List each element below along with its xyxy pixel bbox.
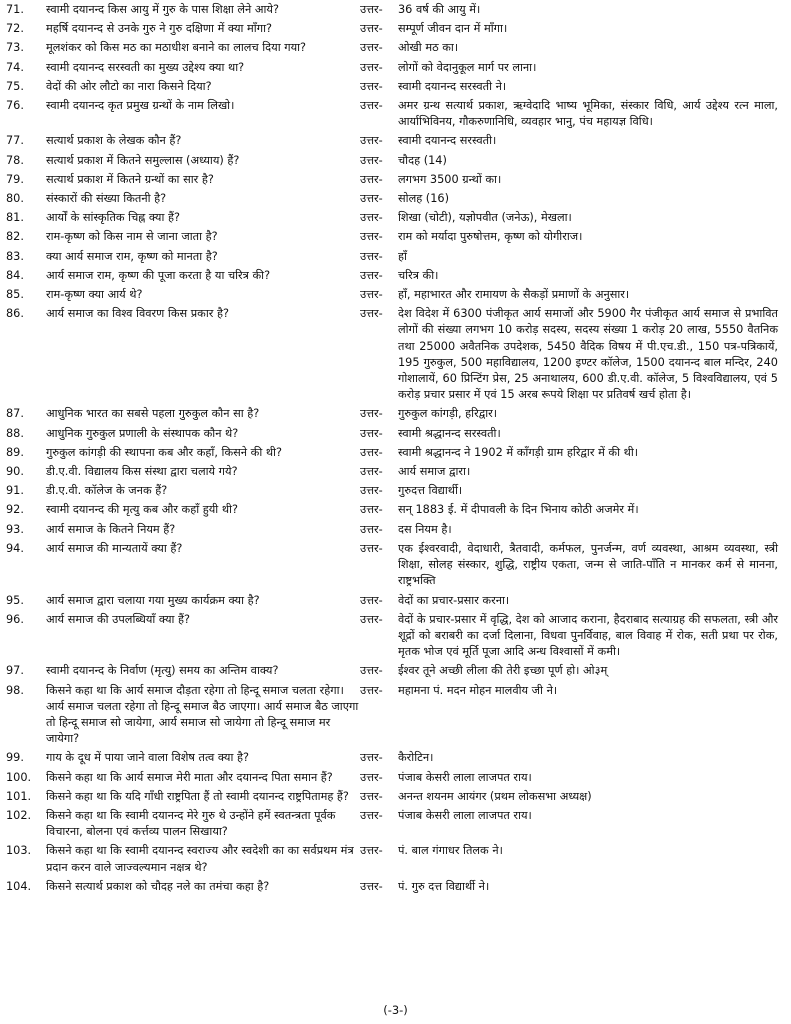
question-text: महर्षि दयानन्द से उनके गुरु ने गुरु दक्षिणा में क्या माँगा? — [46, 22, 272, 36]
question-number: 85. — [6, 288, 24, 302]
qa-item — [0, 306, 791, 403]
qa-item — [0, 426, 791, 442]
qa-item — [0, 2, 791, 18]
answer-label: उत्तर- — [360, 751, 383, 765]
question-number: 81. — [6, 211, 24, 225]
answer-text: एक ईश्वरवादी, वेदाधारी, त्रैतवादी, कर्मफल, पुनर्जन्म, वर्ण व्यवस्था, आश्रम व्यवस्था, स्त्री शिक्षा, सोलह संस्कार, शुद्धि, राष्ट्रीय एकता, जन्म से जाति-पाँति न मानकर कर्म से मानना, राष्ट्रभक्ति — [398, 541, 778, 588]
answer-label: उत्तर- — [360, 503, 383, 517]
qa-item — [0, 445, 791, 461]
answer-text: वेदों का प्रचार-प्रसार करना। — [398, 593, 510, 607]
question-number: 83. — [6, 249, 24, 263]
question-text: किसने कहा था कि स्वामी दयानन्द स्वराज्य और स्वदेशी का का सर्वप्रथम मंत्र प्रदान करन वाले जाज्वल्यमान नक्षत्र थे? — [46, 844, 354, 874]
question-text: आर्यों के सांस्कृतिक चिह्न क्या हैं? — [46, 211, 180, 225]
answer-text: स्वामी श्रद्धानन्द ने 1902 में काँगड़ी ग्राम हरिद्वार में की थी। — [398, 445, 639, 459]
qa-item — [0, 79, 791, 95]
question-number: 74. — [6, 60, 24, 74]
question-text: डी.ए.वी. कॉलेज के जनक हैं? — [46, 484, 168, 498]
question-number: 86. — [6, 307, 24, 321]
question-number: 94. — [6, 541, 24, 555]
qa-item — [0, 229, 791, 245]
question-text: सत्यार्थ प्रकाश में कितने ग्रन्थों का सार है? — [46, 172, 214, 186]
answer-text: पंजाब केसरी लाला लाजपत राय। — [398, 808, 532, 822]
page-number: (-3-) — [383, 1003, 408, 1017]
answer-text: अमर ग्रन्थ सत्यार्थ प्रकाश, ऋग्वेदादि भाष्य भूमिका, संस्कार विधि, आर्य उद्देश्य रत्न माला, आर्याभिविनय, गौकरुणानिधि, व्यवहार भानु, पंच महायज्ञ विधि। — [398, 99, 778, 129]
question-text: स्वामी दयानन्द कृत प्रमुख ग्रन्थों के नाम लिखो। — [46, 99, 235, 113]
qa-item — [0, 153, 791, 169]
answer-label: उत्तर- — [360, 465, 383, 479]
question-number: 73. — [6, 41, 24, 55]
qa-item — [0, 483, 791, 499]
question-number: 82. — [6, 230, 24, 244]
answer-label: उत्तर- — [360, 844, 383, 858]
qa-item — [0, 808, 791, 840]
answer-text: महामना पं. मदन मोहन मालवीय जी ने। — [398, 683, 558, 697]
question-number: 91. — [6, 484, 24, 498]
answer-text: स्वामी दयानन्द सरस्वती ने। — [398, 79, 507, 93]
qa-item — [0, 464, 791, 480]
answer-label: उत्तर- — [360, 79, 383, 93]
question-number: 103. — [6, 844, 32, 858]
question-number: 87. — [6, 407, 24, 421]
answer-label: उत्तर- — [360, 664, 383, 678]
answer-text: हाँ, महाभारत और रामायण के सैकड़ों प्रमाणों के अनुसार। — [398, 288, 630, 302]
question-text: सत्यार्थ प्रकाश में कितने समुल्लास (अध्याय) हैं? — [46, 153, 240, 167]
qa-item — [0, 249, 791, 265]
question-text: स्वामी दयानन्द किस आयु में गुरु के पास शिक्षा लेने आये? — [46, 3, 279, 16]
answer-text: ईश्वर तूने अच्छी लीला की तेरी इच्छा पूर्ण हो। ओ३म् — [398, 664, 608, 678]
qa-item — [0, 770, 791, 786]
question-number: 95. — [6, 593, 24, 607]
question-text: आर्य समाज का विश्व विवरण किस प्रकार है? — [46, 307, 229, 321]
answer-label: उत्तर- — [360, 41, 383, 55]
answer-label: उत्तर- — [360, 3, 383, 16]
qa-item — [0, 98, 791, 130]
qa-item — [0, 843, 791, 875]
answer-label: उत्तर- — [360, 789, 383, 803]
question-number: 75. — [6, 79, 24, 93]
question-number: 98. — [6, 683, 24, 697]
answer-text: आर्य समाज द्वारा। — [398, 465, 471, 479]
qa-item — [0, 522, 791, 538]
qa-list — [0, 2, 791, 895]
answer-text: चौदह (14) — [398, 153, 447, 167]
answer-text: स्वामी श्रद्धानन्द सरस्वती। — [398, 426, 501, 440]
answer-text: वेदों के प्रचार-प्रसार में वृद्धि, देश को आजाद कराना, हैदराबाद सत्याग्रह की सफलता, स्त्री और शूद्रों को बराबरी का दर्जा दिलाना, विधवा पुनर्विवाह, बाल विवाह में रोक, सती प्रथा पर रोक, मृतक भोज एवं मूर्ति पूजा आदि अन्ध विश्वासों में कमी। — [398, 612, 778, 659]
answer-text: सोलह (16) — [398, 192, 450, 206]
question-number: 97. — [6, 664, 24, 678]
qa-item — [0, 191, 791, 207]
answer-label: उत्तर- — [360, 172, 383, 186]
qa-item — [0, 789, 791, 805]
qa-item — [0, 541, 791, 590]
answer-text: हाँ — [398, 249, 407, 263]
question-number: 100. — [6, 770, 32, 784]
question-text: मूलशंकर को किस मठ का मठाधीश बनाने का लालच दिया गया? — [46, 41, 307, 55]
question-text: वेदों की ओर लौटो का नारा किसने दिया? — [46, 79, 212, 93]
question-number: 84. — [6, 268, 24, 282]
answer-text: पंजाब केसरी लाला लाजपत राय। — [398, 770, 532, 784]
question-text: किसने कहा था कि यदि गाँधी राष्ट्रपिता हैं तो स्वामी दयानन्द राष्ट्रपितामह हैं? — [46, 789, 349, 803]
answer-text: चरित्र की। — [398, 268, 439, 282]
answer-text: सन् 1883 ई. में दीपावली के दिन भिनाय कोठी अजमेर में। — [398, 503, 639, 517]
qa-item — [0, 879, 791, 895]
answer-text: गुरुकुल कांगड़ी, हरिद्वार। — [398, 407, 498, 421]
question-number: 76. — [6, 99, 24, 113]
question-text: सत्यार्थ प्रकाश के लेखक कौन हैं? — [46, 134, 182, 148]
answer-label: उत्तर- — [360, 484, 383, 498]
answer-label: उत्तर- — [360, 22, 383, 36]
question-number: 78. — [6, 153, 24, 167]
question-text: आधुनिक भारत का सबसे पहला गुरुकुल कौन सा है? — [46, 407, 260, 421]
answer-text: स्वामी दयानन्द सरस्वती। — [398, 134, 497, 148]
answer-text: 36 वर्ष की आयु में। — [398, 3, 481, 16]
question-number: 80. — [6, 192, 24, 206]
answer-label: उत्तर- — [360, 99, 383, 113]
question-text: डी.ए.वी. विद्यालय किस संस्था द्वारा चलाये गये? — [46, 465, 238, 479]
answer-text: राम को मर्यादा पुरुषोत्तम, कृष्ण को योगीराज। — [398, 230, 583, 244]
answer-label: उत्तर- — [360, 426, 383, 440]
question-number: 101. — [6, 789, 32, 803]
answer-text: देश विदेश में 6300 पंजीकृत आर्य समाजों और 5900 गैर पंजीकृत आर्य समाज से प्रभावित लोगों की संख्या लगभग 10 करोड़ सदस्य, सदस्य संख्या 1 करोड़ 20 लाख, 5550 वैतनिक तथा 25000 अवैतनिक उपदेशक, 5450 वैदिक विषय में पी.एच.डी., 150 पत्र-पत्रिकायें, 195 गुरुकुल, 500 महाविद्यालय, 1200 इण्टर कॉलेज, 1500 दयानन्द बाल मन्दिर, 240 गोशालायें, 60 प्रिन्टिंग प्रेस, 25 अनाथालय, 600 डी.ए.वी. कॉलेज, 5 विश्वविद्यालय, एवं 5 करोड़ प्रचार प्रसार में एवं 15 अरब रूपये शिक्षा पर प्रतिवर्ष खर्च होता है। — [398, 307, 778, 402]
question-number: 71. — [6, 3, 24, 16]
answer-text: दस नियम है। — [398, 522, 452, 536]
answer-label: उत्तर- — [360, 407, 383, 421]
question-number: 92. — [6, 503, 24, 517]
qa-item — [0, 612, 791, 661]
answer-label: उत्तर- — [360, 541, 383, 555]
question-text: आर्य समाज की मान्यतायें क्या हैं? — [46, 541, 183, 555]
qa-item — [0, 406, 791, 422]
question-number: 72. — [6, 22, 24, 36]
question-text: स्वामी दयानन्द सरस्वती का मुख्य उद्देश्य क्या था? — [46, 60, 245, 74]
qa-item — [0, 21, 791, 37]
qa-item — [0, 593, 791, 609]
question-number: 88. — [6, 426, 24, 440]
qa-item — [0, 60, 791, 76]
question-text: स्वामी दयानन्द के निर्वाण (मृत्यु) समय का अन्तिम वाक्य? — [46, 664, 279, 678]
answer-label: उत्तर- — [360, 770, 383, 784]
question-text: गुरुकुल कांगड़ी की स्थापना कब और कहाँ, किसने की थी? — [46, 445, 282, 459]
answer-label: उत्तर- — [360, 192, 383, 206]
answer-text: पं. गुरु दत्त विद्यार्थी ने। — [398, 879, 490, 893]
question-text: आर्य समाज राम, कृष्ण की पूजा करता है या चरित्र की? — [46, 268, 271, 282]
answer-text: लगभग 3500 ग्रन्थों का। — [398, 172, 502, 186]
answer-label: उत्तर- — [360, 683, 383, 697]
question-text: किसने कहा था कि आर्य समाज मेरी माता और दयानन्द पिता समान हैं? — [46, 770, 333, 784]
qa-item — [0, 133, 791, 149]
question-text: आर्य समाज की उपलब्धियाँ क्या हैं? — [46, 612, 191, 626]
answer-text: पं. बाल गंगाधर तिलक ने। — [398, 844, 503, 858]
question-number: 90. — [6, 465, 24, 479]
question-text: आधुनिक गुरुकुल प्रणाली के संस्थापक कौन थे? — [46, 426, 239, 440]
question-text: राम-कृष्ण को किस नाम से जाना जाता है? — [46, 230, 218, 244]
answer-text: अनन्त शयनम आयंगर (प्रथम लोकसभा अध्यक्ष) — [398, 789, 592, 803]
qa-item — [0, 683, 791, 748]
question-text: किसने कहा था कि स्वामी दयानन्द मेरे गुरु थे उन्होंने हमें स्वतन्त्रता पूर्वक विचारना, बोलना एवं कर्त्तव्य पालन सिखाया? — [46, 808, 336, 839]
answer-text: शिखा (चोटी), यज्ञोपवीत (जनेऊ), मेखला। — [398, 211, 572, 225]
qa-item — [0, 502, 791, 518]
answer-text: गुरुदत्त विद्यार्थी। — [398, 484, 463, 498]
question-text: राम-कृष्ण क्या आर्य थे? — [46, 288, 143, 302]
answer-label: उत्तर- — [360, 307, 383, 321]
question-text: स्वामी दयानन्द की मृत्यु कब और कहाँ हुयी थी? — [46, 503, 238, 517]
answer-text: लोगों को वेदानुकूल मार्ग पर लाना। — [398, 60, 537, 74]
question-text: किसने कहा था कि आर्य समाज दौड़ता रहेगा तो हिन्दू समाज चलता रहेगा। आर्य समाज चलता रहेगा तो हिन्दू समाज बैठ जाएगा। आर्य समाज बैठ जाएगा तो हिन्दू समाज सो जायेगा, आर्य समाज सो जायेगा तो हिन्दू समाज मर जायेगा? — [46, 683, 359, 746]
answer-label: उत्तर- — [360, 60, 383, 74]
answer-label: उत्तर- — [360, 612, 383, 626]
qa-item — [0, 750, 791, 766]
answer-label: उत्तर- — [360, 593, 383, 607]
question-text: क्या आर्य समाज राम, कृष्ण को मानता है? — [46, 249, 218, 263]
question-text: आर्य समाज के कितने नियम हैं? — [46, 522, 176, 536]
question-text: गाय के दूध में पाया जाने वाला विशेष तत्व क्या है? — [46, 751, 249, 765]
question-number: 99. — [6, 751, 24, 765]
answer-label: उत्तर- — [360, 288, 383, 302]
question-number: 89. — [6, 445, 24, 459]
answer-label: उत्तर- — [360, 808, 383, 822]
answer-label: उत्तर- — [360, 879, 383, 893]
qa-item — [0, 40, 791, 56]
qa-item — [0, 287, 791, 303]
question-number: 77. — [6, 134, 24, 148]
question-text: आर्य समाज द्वारा चलाया गया मुख्य कार्यक्रम क्या है? — [46, 593, 260, 607]
qa-item — [0, 268, 791, 284]
qa-item — [0, 172, 791, 188]
question-text: संस्कारों की संख्या कितनी है? — [46, 192, 167, 206]
question-text: किसने सत्यार्थ प्रकाश को चौदह नले का तमंचा कहा है? — [46, 879, 270, 893]
answer-label: उत्तर- — [360, 134, 383, 148]
answer-label: उत्तर- — [360, 522, 383, 536]
answer-label: उत्तर- — [360, 249, 383, 263]
answer-text: कैरोटिन। — [398, 751, 434, 765]
question-number: 79. — [6, 172, 24, 186]
qa-item — [0, 663, 791, 679]
answer-label: उत्तर- — [360, 153, 383, 167]
answer-label: उत्तर- — [360, 268, 383, 282]
question-number: 96. — [6, 612, 24, 626]
answer-text: सम्पूर्ण जीवन दान में माँगा। — [398, 22, 508, 36]
qa-item — [0, 210, 791, 226]
question-number: 93. — [6, 522, 24, 536]
answer-label: उत्तर- — [360, 211, 383, 225]
question-number: 102. — [6, 808, 32, 822]
answer-label: उत्तर- — [360, 445, 383, 459]
question-number: 104. — [6, 879, 32, 893]
answer-text: ओखी मठ का। — [398, 41, 459, 55]
answer-label: उत्तर- — [360, 230, 383, 244]
